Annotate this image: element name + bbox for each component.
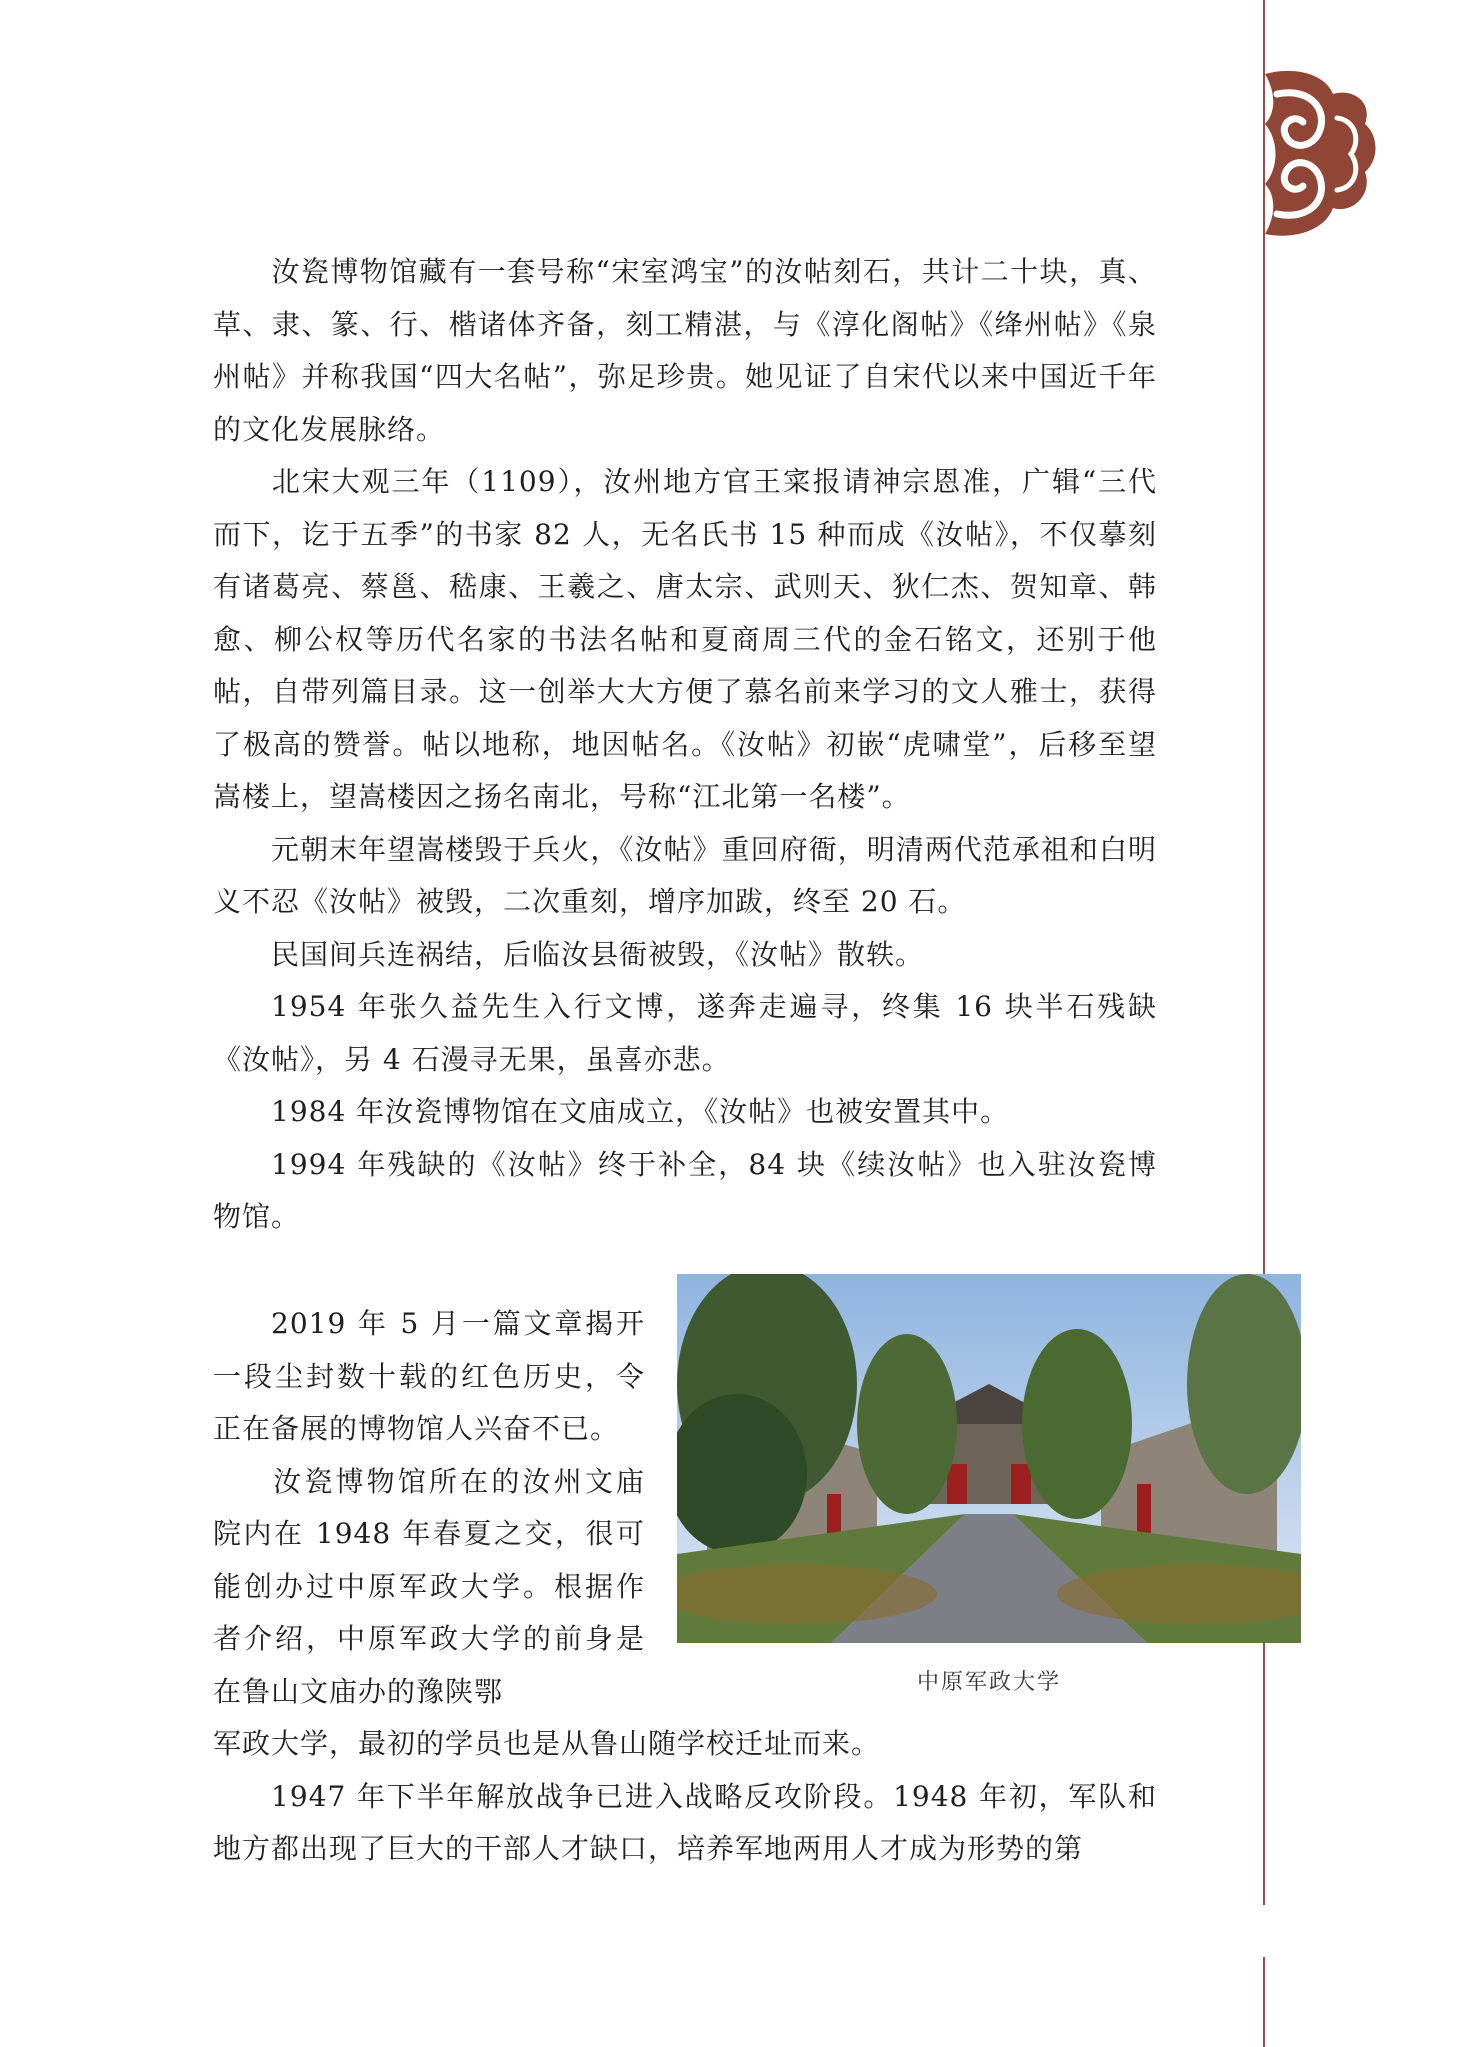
body-text-side bbox=[213, 1298, 645, 1718]
paragraph-continued: 军政大学，最初的学员也是从鲁山随学校迁址而来。 bbox=[213, 1727, 881, 1760]
paragraph: 汝瓷博物馆藏有一套号称“宋室鸿宝”的汝帖刻石，共计二十块，真、草、隶、篆、行、楷诸体齐备，刻工精湛，与《淳化阁帖》《绛州帖》《泉州帖》并称我国“四大名帖”，弥足珍贵。她见证了自宋代以来中国近千年的文化发展脉络。 bbox=[213, 255, 1157, 446]
paragraph: 1984 年汝瓷博物馆在文庙成立，《汝帖》也被安置其中。 bbox=[271, 1095, 1010, 1128]
photo-caption: 中原军政大学 bbox=[916, 1670, 1061, 1695]
paragraph: 1994 年残缺的《汝帖》终于补全，84 块《续汝帖》也入驻汝瓷博物馆。 bbox=[213, 1147, 1157, 1233]
paragraph: 2019 年 5 月一篇文章揭开一段尘封数十载的红色历史，令正在备展的博物馆人兴奋不已。 bbox=[213, 1307, 645, 1445]
body-text-bottom bbox=[213, 1718, 1157, 1876]
margin-rule-lower bbox=[1263, 1957, 1265, 2047]
auspicious-cloud-icon bbox=[1255, 64, 1380, 246]
body-text-top bbox=[213, 246, 1157, 1244]
paragraph: 1947 年下半年解放战争已进入战略反攻阶段。1948 年初，军队和地方都出现了巨大的干部人才缺口，培养军地两用人才成为形势的第 bbox=[213, 1779, 1157, 1865]
courtyard-photo bbox=[677, 1274, 1301, 1643]
paragraph: 汝瓷博物馆所在的汝州文庙院内在 1948 年春夏之交，很可能创办过中原军政大学。根据作者介绍，中原军政大学的前身是在鲁山文庙办的豫陕鄂 bbox=[213, 1464, 645, 1708]
paragraph: 民国间兵连祸结，后临汝县衙被毁，《汝帖》散轶。 bbox=[271, 937, 925, 971]
paragraph: 1954 年张久益先生入行文博，遂奔走遍寻，终集 16 块半石残缺《汝帖》，另 4 石漫寻无果，虽喜亦悲。 bbox=[213, 990, 1157, 1076]
paragraph: 北宋大观三年（1109），汝州地方官王寀报请神宗恩准，广辑“三代而下，讫于五季”的书家 82 人，无名氏书 15 种而成《汝帖》，不仅摹刻有诸葛亮、蔡邕、嵇康、王羲之、唐太宗、武则天、狄仁杰、贺知章、韩愈、柳公权等历代名家的书法名帖和夏商周三代的金石铭文，还别于他帖，自带列篇目录。这一创举大大方便了慕名前来学习的文人雅士，获得了极高的赞誉。帖以地称，地因帖名。《汝帖》初嵌“虎啸堂”，后移至望嵩楼上，望嵩楼因之扬名南北，号称“江北第一名楼”。 bbox=[213, 465, 1157, 813]
paragraph: 元朝末年望嵩楼毁于兵火，《汝帖》重回府衙，明清两代范承祖和白明义不忍《汝帖》被毁，二次重刻，增序加跋，终至 20 石。 bbox=[213, 832, 1157, 918]
